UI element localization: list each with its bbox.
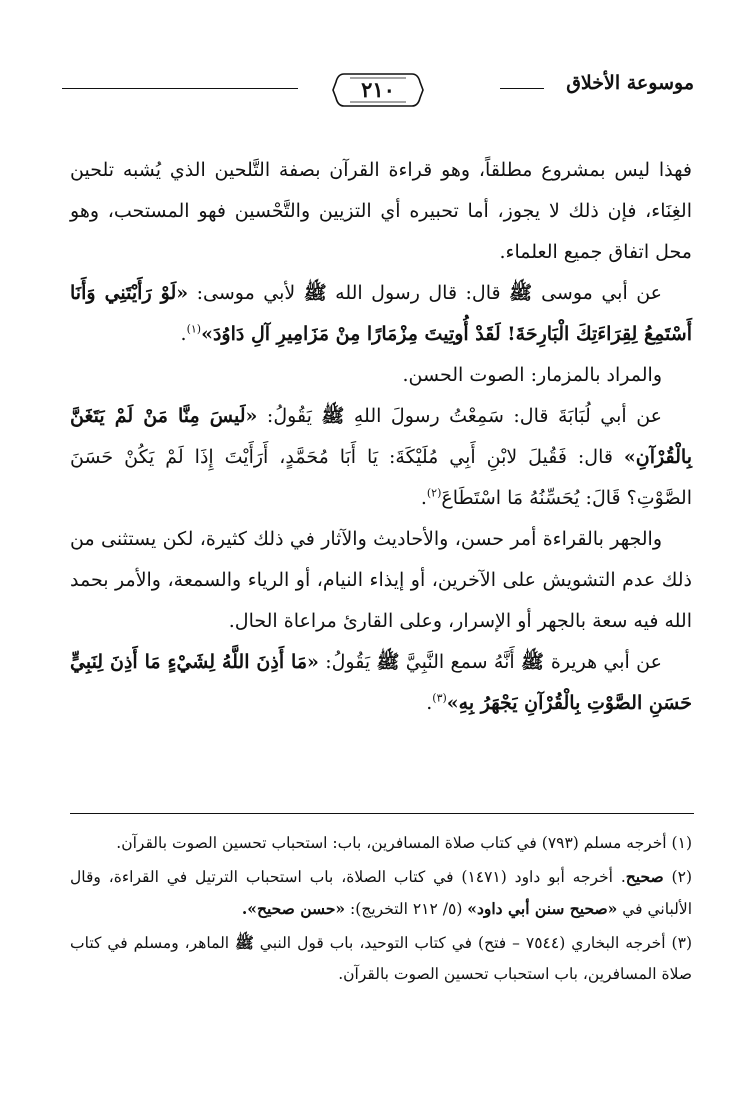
p4-end: . <box>420 487 427 509</box>
footnote-2-book: «صحيح سنن أبي داود» <box>467 899 618 918</box>
footnote-3-text2: الماهر، ومسلم في كتاب صلاة المسافرين، باب استحباب تحسين الصوت بالقرآن. <box>70 934 692 983</box>
footnote-2-text2: (٥/ ٢١٢ التخريج): <box>345 900 468 918</box>
p6-end: . <box>426 692 433 714</box>
footnote-1-number: (١) <box>671 834 692 852</box>
paragraph-4 <box>70 396 692 519</box>
footnote-2-end: . <box>241 899 248 918</box>
p4-rest: قال: فَقُيلَ لابْنِ أَبِي مُلَيْكَةَ: يَا أَبَا مُحَمَّدٍ، أَرَأَيْتَ إِذَا لَمْ يَكُنْ حَسَنَ الصَّوْتِ؟ قَالَ: يُحَسِّنُهُ مَا اسْتَطَاعَ <box>70 446 692 509</box>
header-rule-right <box>500 88 544 89</box>
paragraph-3-text: والمراد بالمزمار: الصوت الحسن. <box>402 364 662 386</box>
p2-hadith: «لَوْ رَأَيْتَنِي وَأَنَا أَسْتَمِعُ لِقِرَاءَتِكَ الْبَارِحَةَ! لَقَدْ أُوتِيتَ مِزْمَارًا مِنْ مَزَامِيرِ آلِ دَاوُدَ» <box>70 282 692 345</box>
p2-after-intro: قال: قال رسول الله <box>326 282 510 304</box>
footnote-3 <box>70 927 692 990</box>
p6-after-intro: أَنَّهُ سمع النَّبِيَّ <box>399 651 521 673</box>
header-rule-left <box>62 88 298 89</box>
salla-icon: ﷺ <box>303 282 327 304</box>
p4-speech: يَقُولُ: <box>257 405 322 427</box>
footnote-2-grade-lead: صحيح <box>625 867 664 886</box>
paragraph-6 <box>70 642 692 724</box>
footnote-2-number: (٢) <box>671 868 692 886</box>
footnote-1-text: أخرجه مسلم (٧٩٣) في كتاب صلاة المسافرين، باب: استحباب تحسين الصوت بالقرآن. <box>116 834 667 852</box>
paragraph-5-text: والجهر بالقراءة أمر حسن، والأحاديث والآثار في ذلك كثيرة، لكن يستثنى من ذلك عدم التشويش على الآخرين، أو إيذاء النيام، أو الرياء والسمعة، والأمر بحمد الله فيه سعة بالجهر أو الإسرار، وعلى القارئ مراعاة الحال. <box>70 528 692 632</box>
p6-speech: يَقُولُ: <box>318 651 377 673</box>
salla-icon: ﷺ <box>321 405 345 427</box>
footnote-separator <box>70 813 694 814</box>
p2-end: . <box>180 323 187 345</box>
footnote-2 <box>70 861 692 925</box>
p4-intro: عن أبي لُبَابَةَ قال: سَمِعْتُ رسولَ اللهِ <box>344 405 662 427</box>
p2-speech: لأبي موسى: <box>188 282 304 304</box>
paragraph-3 <box>70 355 692 396</box>
footnote-ref-3[interactable]: (٣) <box>432 691 447 705</box>
paragraph-2 <box>70 273 692 355</box>
footnote-3-number: (٣) <box>671 934 692 952</box>
page-header <box>62 68 694 116</box>
footnote-ref-1[interactable]: (١) <box>186 322 202 336</box>
paragraph-1-text: فهذا ليس بمشروع مطلقاً، وهو قراءة القرآن بصفة التَّلحين الذي يُشبه تلحين الغِنَاء، فإن ذلك لا يجوز، أما تحبيره أي التزيين والتَّحْسين فهو المستحب، وهو محل اتفاق جميع العلماء. <box>70 159 692 263</box>
p4-hadith: «لَيسَ مِنَّا مَنْ لَمْ يَتَغَنَّ بِالْقُرْآنِ» <box>70 405 692 468</box>
radiyallah-icon: ﷺ <box>520 651 551 673</box>
main-text <box>70 150 692 724</box>
footnote-3-text: أخرجه البخاري (٧٥٤٤ – فتح) في كتاب التوحيد، باب قول النبي <box>253 934 666 952</box>
paragraph-1 <box>70 150 692 273</box>
radiyallah-icon: ﷺ <box>509 282 542 304</box>
footnote-2-text: . أخرجه أبو داود (١٤٧١) في كتاب الصلاة، باب استحباب الترتيل في القراءة، وقال الألباني في <box>70 868 692 918</box>
salla-icon: ﷺ <box>376 651 400 673</box>
p6-hadith: «مَا أَذِنَ اللَّهُ لِشَيْءٍ مَا أَذِنَ لِنَبِيٍّ حَسَنِ الصَّوْتِ بِالْقُرْآنِ يَجْهَرُ بِهِ» <box>70 651 692 714</box>
footnotes <box>70 828 692 992</box>
paragraph-5 <box>70 519 692 642</box>
running-title: موسوعة الأخلاق <box>566 72 694 94</box>
footnote-ref-2[interactable]: (٢) <box>426 486 442 500</box>
footnote-2-grade: «حسن صحيح» <box>247 899 346 918</box>
page-number-ornament <box>332 70 424 110</box>
page-number: ٢١٠ <box>361 77 395 102</box>
footnote-1 <box>70 828 692 859</box>
p2-intro: عن أبي موسى <box>541 282 662 304</box>
salla-icon: ﷺ <box>235 933 254 952</box>
p6-intro: عن أبي هريرة <box>550 651 662 673</box>
